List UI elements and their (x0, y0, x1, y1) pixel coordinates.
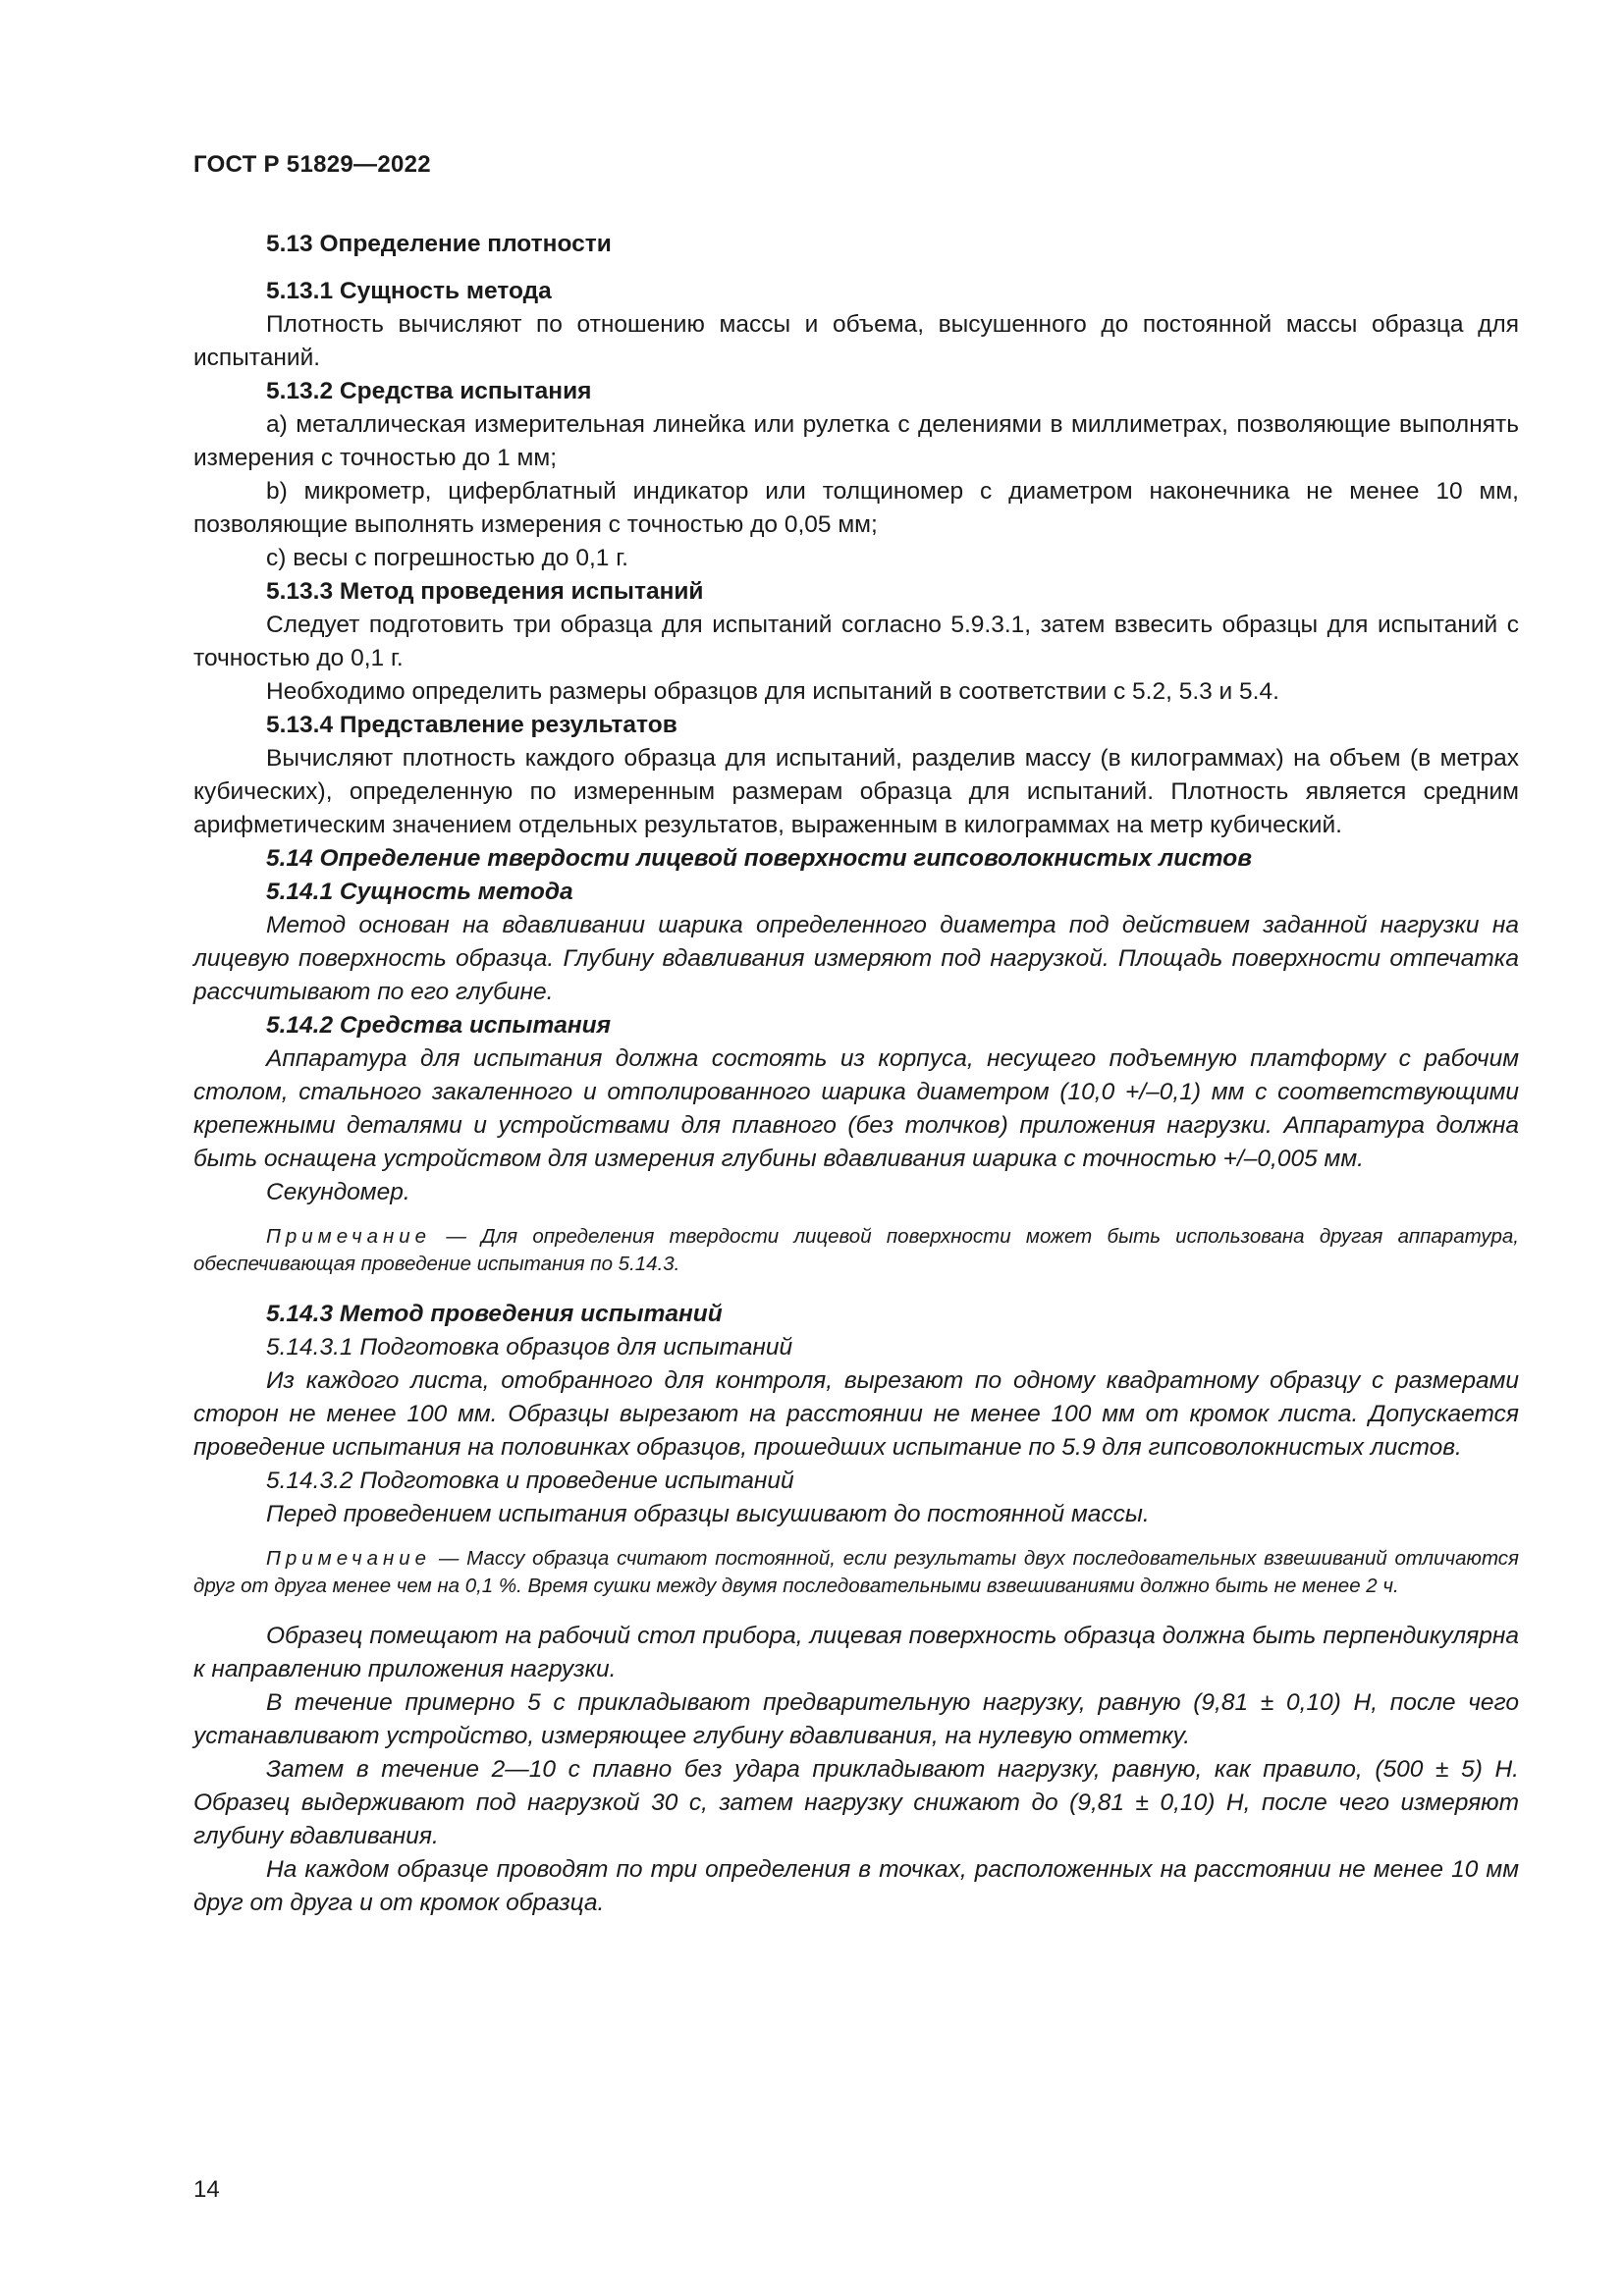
section-5-14-3-1-title: 5.14.3.1 Подготовка образцов для испытаний (266, 1334, 793, 1361)
section-5-13-3-text-1: Следует подготовить три образца для испытаний согласно 5.9.3.1, затем взвесить образцы для испытаний с точностью до 0,1 г. (193, 612, 1519, 671)
procedure-paragraph-4: На каждом образце проводят по три определения в точках, расположенных на расстоянии не менее 10 мм друг от друга и от кромок образца. (193, 1856, 1519, 1916)
section-5-14-3-title: 5.14.3 Метод проведения испытаний (266, 1301, 723, 1327)
list-item-b: b) микрометр, циферблатный индикатор или толщиномер с диаметром наконечника не менее 10 мм, позволяющие выполнять измерения с точностью до 0,05 мм; (193, 478, 1519, 538)
section-5-14-1-title: 5.14.1 Сущность метода (266, 879, 573, 905)
section-5-13-4-text: Вычисляют плотность каждого образца для испытаний, разделив массу (в килограммах) на объем (в метрах кубических), определенную по измеренным размерам образца для испытаний. Плотность является средним арифметическим значением отдельных результатов, выраженным в килограммах на метр кубический. (193, 745, 1519, 838)
section-5-14-2-text: Аппаратура для испытания должна состоять из корпуса, несущего подъемную платформу с рабочим столом, стального закаленного и отполированного шарика диаметром (10,0 +/–0,1) мм с соответствующими крепежными деталями и устройствами для плавного (без толчков) приложения нагрузки. Аппаратура должна быть оснащена устройством для измерения глубины вдавливания шарика с точностью +/–0,005 мм. (193, 1045, 1519, 1172)
note-1-text: — Для определения твердости лицевой поверхности может быть использована другая аппаратура, обеспечивающая проведение испытания по 5.14.3. (193, 1225, 1519, 1275)
section-5-14-3-1-text: Из каждого листа, отобранного для контроля, вырезают по одному квадратному образцу с размерами сторон не менее 100 мм. Образцы вырезают на расстоянии не менее 100 мм от кромок листа. Допускается проведение испытания на половинках образцов, прошедших испытание по 5.9 для гипсоволокнистых листов. (193, 1367, 1519, 1461)
note-1 (193, 1223, 1519, 1278)
section-5-14-3-2-title: 5.14.3.2 Подготовка и проведение испытаний (266, 1468, 794, 1494)
document-body (193, 228, 1519, 1920)
section-5-14-3-2-text: Перед проведением испытания образцы высушивают до постоянной массы. (266, 1501, 1150, 1527)
procedure-paragraph-1: Образец помещают на рабочий стол прибора, лицевая поверхность образца должна быть перпендикулярна к направлению приложения нагрузки. (193, 1623, 1519, 1682)
section-5-13-4-title: 5.13.4 Представление результатов (266, 712, 677, 738)
list-item-a: а) металлическая измерительная линейка или рулетка с делениями в миллиметрах, позволяющие выполнять измерения с точностью до 1 мм; (193, 411, 1519, 471)
list-item-c: с) весы с погрешностью до 0,1 г. (266, 545, 628, 571)
section-5-13-1-title: 5.13.1 Сущность метода (266, 278, 552, 304)
section-5-13-3-title: 5.13.3 Метод проведения испытаний (266, 578, 704, 605)
section-5-13-3-text-2: Необходимо определить размеры образцов для испытаний в соответствии с 5.2, 5.3 и 5.4. (266, 678, 1279, 705)
section-5-14-2-timer: Секундомер. (266, 1179, 410, 1205)
note-2-label: Примечание (266, 1547, 432, 1570)
document-code-header: ГОСТ Р 51829—2022 (193, 151, 431, 178)
note-2 (193, 1545, 1519, 1600)
note-1-label: Примечание (266, 1225, 432, 1248)
procedure-paragraph-3: Затем в течение 2—10 с плавно без удара прикладывают нагрузку, равную, как правило, (500 ± 5) Н. Образец выдерживают под нагрузкой 30 с, затем нагрузку снижают до (9,81 ± 0,10) Н, после чего измеряют глубину вдавливания. (193, 1756, 1519, 1849)
page-number: 14 (193, 2176, 220, 2203)
section-5-14-title: 5.14 Определение твердости лицевой поверхности гипсоволокнистых листов (266, 845, 1253, 872)
section-5-14-2-title: 5.14.2 Средства испытания (266, 1012, 612, 1039)
section-5-13-2-title: 5.13.2 Средства испытания (266, 378, 592, 404)
section-5-13-title: 5.13 Определение плотности (266, 231, 612, 257)
section-5-14-1-text: Метод основан на вдавливании шарика определенного диаметра под действием заданной нагрузки на лицевую поверхность образца. Глубину вдавливания измеряют под нагрузкой. Площадь поверхности отпечатка рассчитывают по его глубине. (193, 912, 1519, 1005)
note-2-text: — Массу образца считают постоянной, если результаты двух последовательных взвешиваний отличаются друг от друга менее чем на 0,1 %. Время сушки между двумя последовательными взвешиваниями должно быть не менее 2 ч. (193, 1547, 1519, 1597)
section-5-13-1-text: Плотность вычисляют по отношению массы и объема, высушенного до постоянной массы образца для испытаний. (193, 311, 1519, 371)
procedure-paragraph-2: В течение примерно 5 с прикладывают предварительную нагрузку, равную (9,81 ± 0,10) Н, после чего устанавливают устройство, измеряющее глубину вдавливания, на нулевую отметку. (193, 1689, 1519, 1749)
